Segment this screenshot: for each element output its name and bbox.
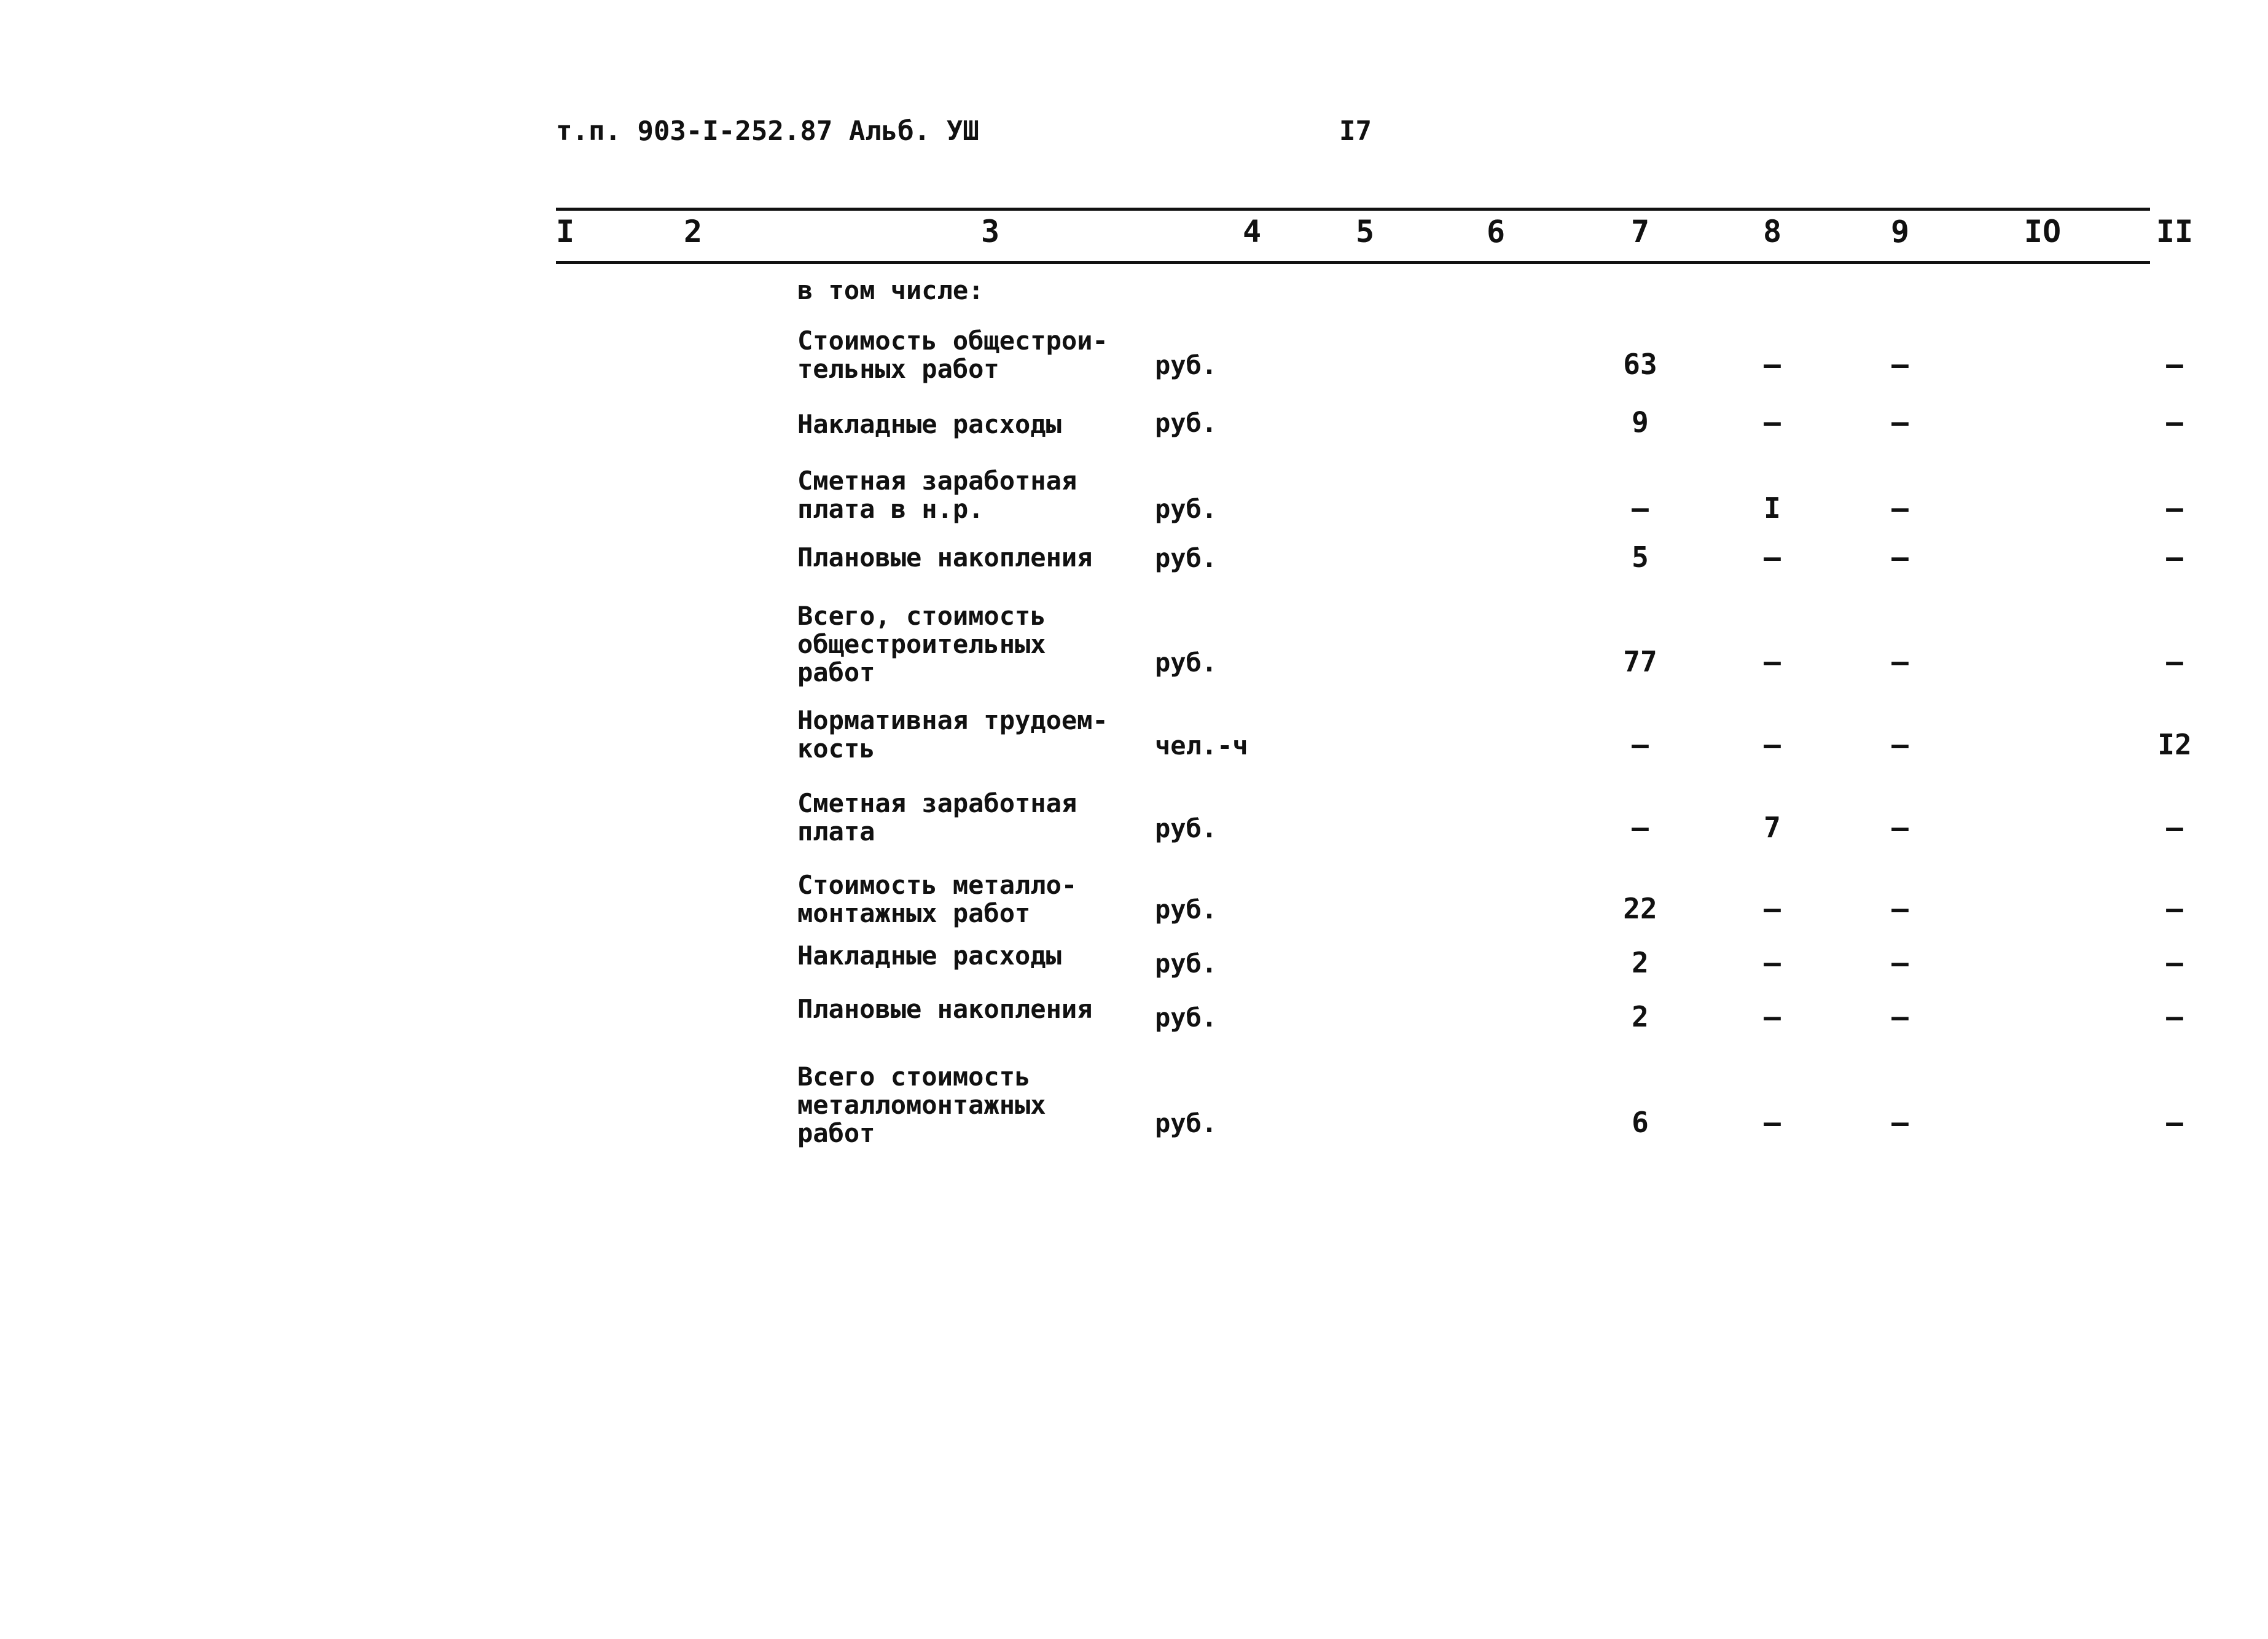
row-value-col-7: 9 <box>1632 405 1649 439</box>
row-value-col-11: – <box>2166 405 2183 439</box>
row-value-col-8: – <box>1764 892 1781 925</box>
column-number-10: IO <box>2024 214 2062 249</box>
table-top-rule <box>556 208 2150 211</box>
row-unit: руб. <box>1155 408 1218 438</box>
row-value-col-9: – <box>1891 892 1909 925</box>
row-value-col-11: I2 <box>2157 728 2192 761</box>
row-value-col-8: – <box>1764 405 1781 439</box>
row-value-col-9: – <box>1891 645 1909 678</box>
row-unit: руб. <box>1155 813 1218 843</box>
row-value-col-11: – <box>2166 645 2183 678</box>
row-description: Стоимость общестрои- тельных работ <box>797 326 1108 384</box>
row-value-col-9: – <box>1891 405 1909 439</box>
row-value-col-9: – <box>1891 811 1909 844</box>
row-description: Всего, стоимость общестроительных работ <box>797 601 1046 687</box>
row-value-col-11: – <box>2166 811 2183 844</box>
row-value-col-7: 77 <box>1623 645 1657 678</box>
row-value-col-11: – <box>2166 541 2183 574</box>
row-description: Накладные расходы <box>797 941 1062 971</box>
column-number-8: 8 <box>1762 214 1782 249</box>
row-value-col-11: – <box>2166 1000 2183 1033</box>
row-value-col-8: – <box>1764 728 1781 761</box>
row-value-col-8: I <box>1764 491 1781 525</box>
row-description: Плановые накопления <box>797 994 1093 1024</box>
row-value-col-11: – <box>2166 1106 2183 1139</box>
row-description: Сметная заработная плата в н.р. <box>797 466 1077 524</box>
row-description: Стоимость металло- монтажных работ <box>797 870 1077 928</box>
column-number-9: 9 <box>1890 214 1910 249</box>
row-unit: руб. <box>1155 543 1218 573</box>
row-value-col-11: – <box>2166 892 2183 925</box>
row-value-col-11: – <box>2166 491 2183 525</box>
row-value-col-7: – <box>1632 491 1649 525</box>
row-value-col-8: – <box>1764 1106 1781 1139</box>
row-unit: руб. <box>1155 894 1218 925</box>
row-value-col-7: 5 <box>1632 541 1649 574</box>
row-value-col-11: – <box>2166 946 2183 979</box>
row-value-col-8: – <box>1764 946 1781 979</box>
row-description: Всего стоимость металломонтажных работ <box>797 1062 1046 1148</box>
row-unit: руб. <box>1155 1003 1218 1033</box>
row-description: Накладные расходы <box>797 409 1062 439</box>
column-number-6: 6 <box>1486 214 1506 249</box>
column-number-3: 3 <box>980 214 1000 249</box>
row-value-col-11: – <box>2166 348 2183 381</box>
row-unit: чел.-ч <box>1155 730 1248 761</box>
column-number-7: 7 <box>1630 214 1650 249</box>
row-description: Сметная заработная плата <box>797 788 1077 847</box>
row-value-col-7: 22 <box>1623 892 1657 925</box>
row-value-col-7: – <box>1632 811 1649 844</box>
column-number-5: 5 <box>1355 214 1375 249</box>
row-value-col-9: – <box>1891 728 1909 761</box>
row-value-col-9: – <box>1891 348 1909 381</box>
row-value-col-8: – <box>1764 1000 1781 1033</box>
row-unit: руб. <box>1155 647 1218 678</box>
row-value-col-9: – <box>1891 491 1909 525</box>
row-value-col-8: – <box>1764 348 1781 381</box>
row-value-col-9: – <box>1891 541 1909 574</box>
row-value-col-8: – <box>1764 541 1781 574</box>
row-value-col-9: – <box>1891 1106 1909 1139</box>
row-value-col-7: 2 <box>1632 1000 1649 1033</box>
row-value-col-7: 63 <box>1623 348 1657 381</box>
row-value-col-7: 2 <box>1632 946 1649 979</box>
row-unit: руб. <box>1155 1108 1218 1138</box>
row-value-col-7: 6 <box>1632 1106 1649 1139</box>
row-unit: руб. <box>1155 350 1218 380</box>
table-subheading: в том числе: <box>797 275 984 305</box>
table-header-rule <box>556 261 2150 264</box>
row-description: Нормативная трудоем- кость <box>797 705 1108 764</box>
row-value-col-7: – <box>1632 728 1649 761</box>
page-number: I7 <box>1339 115 1372 147</box>
row-unit: руб. <box>1155 494 1218 524</box>
row-value-col-8: – <box>1764 645 1781 678</box>
document-id: т.п. 903-I-252.87 Альб. УШ <box>556 115 979 147</box>
column-number-2: 2 <box>683 214 703 249</box>
row-value-col-9: – <box>1891 1000 1909 1033</box>
row-value-col-8: 7 <box>1764 811 1781 844</box>
row-unit: руб. <box>1155 949 1218 979</box>
column-number-1: I <box>555 214 575 249</box>
column-number-4: 4 <box>1242 214 1262 249</box>
row-description: Плановые накопления <box>797 542 1093 573</box>
column-number-11: II <box>2156 214 2194 249</box>
row-value-col-9: – <box>1891 946 1909 979</box>
